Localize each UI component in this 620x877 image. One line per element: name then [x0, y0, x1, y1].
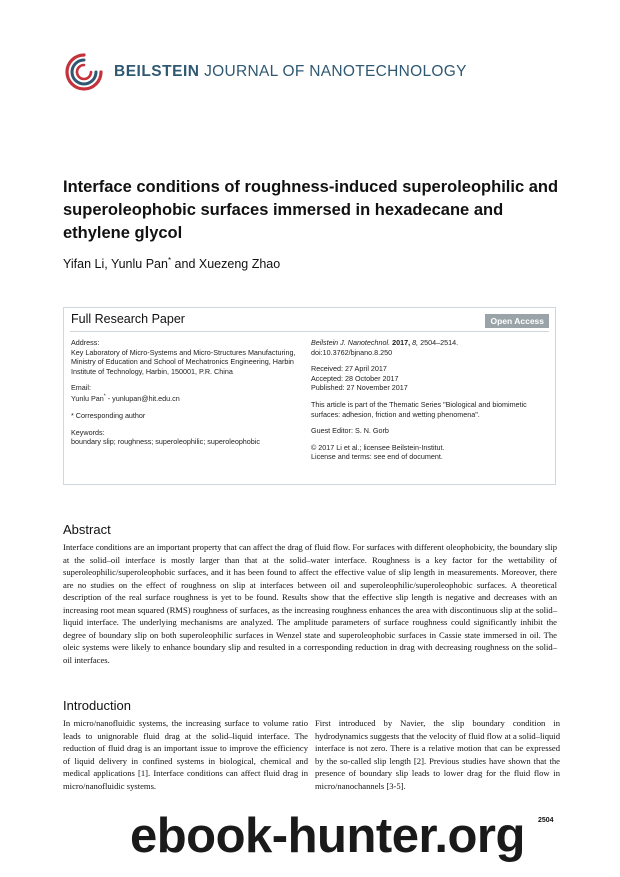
article-type: Full Research Paper — [71, 312, 185, 326]
license-link[interactable]: License and terms: see end of document. — [311, 452, 443, 462]
article-info-box — [63, 307, 556, 485]
info-left-column — [71, 338, 296, 454]
doi-link[interactable]: doi:10.3762/bjnano.8.250 — [311, 347, 393, 357]
email-block: Email: Yunlu Pan* - yunlupan@hit.edu.cn — [71, 383, 180, 404]
watermark-text: ebook-hunter.org — [130, 809, 525, 863]
keywords-block: Keywords: boundary slip; roughness; superoleophilic; superoleophobic — [71, 427, 260, 447]
open-access-badge[interactable]: Open Access — [485, 314, 549, 328]
article-authors: Yifan Li, Yunlu Pan* and Xuezeng Zhao — [63, 256, 281, 272]
introduction-heading: Introduction — [63, 698, 131, 713]
article-title: Interface conditions of roughness-induced superoleophilic and superoleophobic surfaces immersed in hexadecane and ethylene glycol — [63, 178, 559, 242]
journal-header — [64, 50, 467, 94]
introduction-column-1: In micro/nanofluidic systems, the increasing surface to volume ratio leads to unignorable fluid drag at the solid–liquid interface. The reduction of fluid drag is an important issue to improve the efficiency of liquid delivery in confined systems in biological, chemical and medical applications [1]. Interface conditions can affect fluid drag in micro/nanofluidic systems. — [63, 718, 308, 791]
journal-logo-icon — [64, 52, 104, 92]
dates-block: Received: 27 April 2017 Accepted: 28 October 2017 Published: 27 November 2017 — [311, 364, 408, 393]
email-link[interactable]: Yunlu Pan* - yunlupan@hit.edu.cn — [71, 393, 180, 404]
abstract-heading: Abstract — [63, 522, 111, 537]
journal-name: BEILSTEIN JOURNAL OF NANOTECHNOLOGY — [114, 63, 467, 80]
box-divider — [70, 331, 549, 332]
page-number: 2504 — [538, 817, 554, 824]
abstract-text: Interface conditions are an important property that can affect the drag of fluid flow. For surfaces with different oleophobicity, the boundary slip at the solid–oil interface is mostly larger than that at the solid–water interface. Roughness is a key factor for the wettability of superoleophilic/superoleophobic surfaces, and it has been found to affect the effective value of slip length in measurements. Moreover, there are no studies on the effect of roughness on slip at interfaces between oil and superoleophilic/superoleophobic surfaces. A theoretical description of the real surface roughness is yet to be found. Results show that the effective slip length is negative and decreases with an increasing root mean squared (RMS) roughness of surfaces, as the increasing roughness enhances the area with discontinuous slip at the solid–liquid interface. The underlying mechanisms are analyzed. The amplitude parameters of surface roughness could significantly inhibit the degree of boundary slip on both superoleophilic surfaces in Wenzel state and superoleophobic surfaces in Cassie state immersed in oil. The oleic systems were likely to enhance boundary slip and resulted in a corresponding reduction in drag with decreasing roughness on the solid–oil interfaces. — [63, 542, 557, 665]
thematic-series: This article is part of the Thematic Series "Biological and biomimetic surfaces: adhesion, friction and wetting phenomena". — [311, 399, 527, 419]
address-block: Address: Key Laboratory of Micro-Systems and Micro-Structures Manufacturing, Ministry of Education and School of Mechatronics Engineering, Harbin Institute of Technology, Harbin, 150001, P.R. China — [71, 338, 296, 376]
info-right-column — [311, 338, 551, 469]
address-text: Key Laboratory of Micro-Systems and Micro-Structures Manufacturing, Ministry of Education and School of Mechatronics Engineering, Harbin Institute of Technology, Harbin, 150001, P.R. China — [71, 347, 296, 376]
corresponding-note: * Corresponding author — [71, 410, 146, 420]
keywords-text: boundary slip; roughness; superoleophilic; superoleophobic — [71, 437, 260, 447]
citation-block: Beilstein J. Nanotechnol. 2017, 8, 2504–2514. doi:10.3762/bjnano.8.250 — [311, 338, 459, 357]
guest-editor: Guest Editor: S. N. Gorb — [311, 426, 389, 436]
copyright-block: © 2017 Li et al.; licensee Beilstein-Institut. License and terms: see end of document. — [311, 442, 445, 462]
introduction-column-2: First introduced by Navier, the slip boundary condition in hydrodynamics suggests that the velocity of fluid flow at a solid–liquid interface is not zero. There is a relative motion that can be expressed by the so-called slip length [2]. Previous studies have shown that the presence of boundary slip leads to lower drag for the fluid flow in micro/nanochannels [3-5]. — [315, 718, 560, 791]
